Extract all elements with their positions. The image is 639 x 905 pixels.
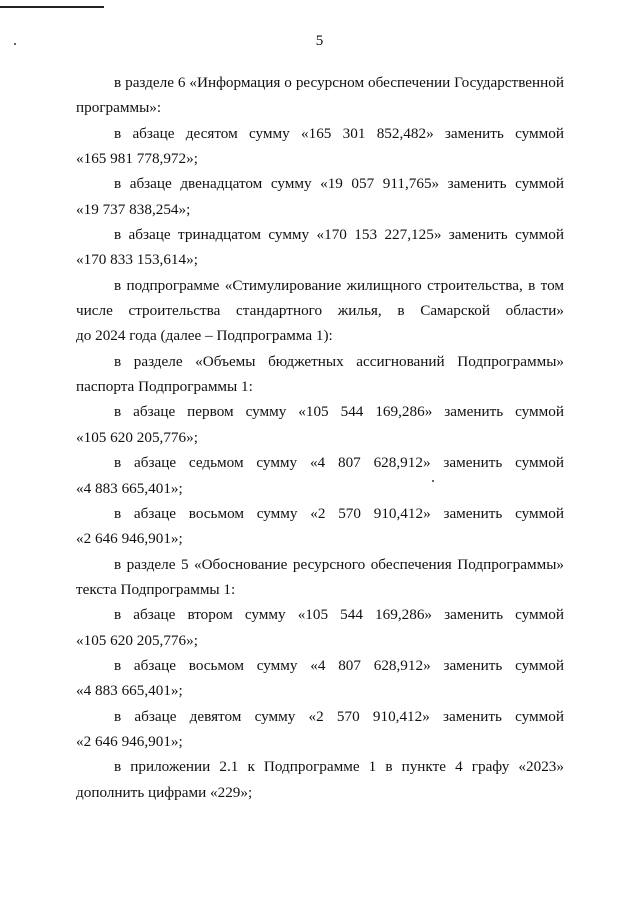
text-line: в разделе 5 «Обоснование ресурсного обеспечения Подпрограммы»: [114, 555, 564, 573]
text-line: числе строительства стандартного жилья, в Самарской области»: [76, 302, 564, 320]
text-line: в абзаце девятом сумму «2 570 910,412» заменить суммой: [114, 707, 564, 725]
text-line: «19 737 838,254»;: [76, 200, 191, 218]
text-line: в разделе 6 «Информация о ресурсном обеспечении Государственной: [114, 74, 564, 91]
text-line: паспорта Подпрограммы 1:: [76, 378, 253, 396]
text-line: до 2024 года (далее – Подпрограмма 1):: [76, 327, 333, 345]
text-line: «2 646 946,901»;: [76, 732, 183, 750]
text-line: «4 883 665,401»;: [76, 479, 183, 497]
text-line: в абзаце восьмом сумму «4 807 628,912» заменить суммой: [114, 656, 564, 674]
scan-corner-mark: [0, 6, 104, 8]
page-number: 5: [315, 33, 324, 49]
text-line: в абзаце седьмом сумму «4 807 628,912» заменить суммой: [114, 454, 564, 472]
text-line: «4 883 665,401»;: [76, 682, 183, 700]
text-line: в абзаце первом сумму «105 544 169,286» заменить суммой: [114, 403, 564, 421]
text-line: в абзаце тринадцатом сумму «170 153 227,125» заменить суммой: [114, 226, 564, 244]
text-line: текста Подпрограммы 1:: [76, 580, 236, 598]
document-body: [76, 70, 564, 805]
text-line: «165 981 778,972»;: [76, 150, 198, 168]
text-line: «105 620 205,776»;: [76, 631, 198, 649]
text-line: «105 620 205,776»;: [76, 428, 198, 446]
text-line: в абзаце десятом сумму «165 301 852,482» заменить суммой: [114, 124, 564, 142]
text-line: в разделе «Объемы бюджетных ассигнований Подпрограммы»: [114, 352, 564, 370]
text-line: программы»:: [76, 99, 162, 117]
text-line: дополнить цифрами «229»;: [76, 783, 253, 801]
text-line: в приложении 2.1 к Подпрограмме 1 в пункте 4 графу «2023»: [114, 758, 564, 776]
text-line: «170 833 153,614»;: [76, 251, 198, 269]
text-line: «2 646 946,901»;: [76, 530, 183, 548]
text-line: в абзаце восьмом сумму «2 570 910,412» заменить суммой: [114, 504, 564, 522]
text-line: в подпрограмме «Стимулирование жилищного строительства, в том: [114, 276, 564, 294]
text-line: в абзаце втором сумму «105 544 169,286» заменить суммой: [114, 606, 564, 624]
text-line: в абзаце двенадцатом сумму «19 057 911,765» заменить суммой: [114, 175, 564, 193]
